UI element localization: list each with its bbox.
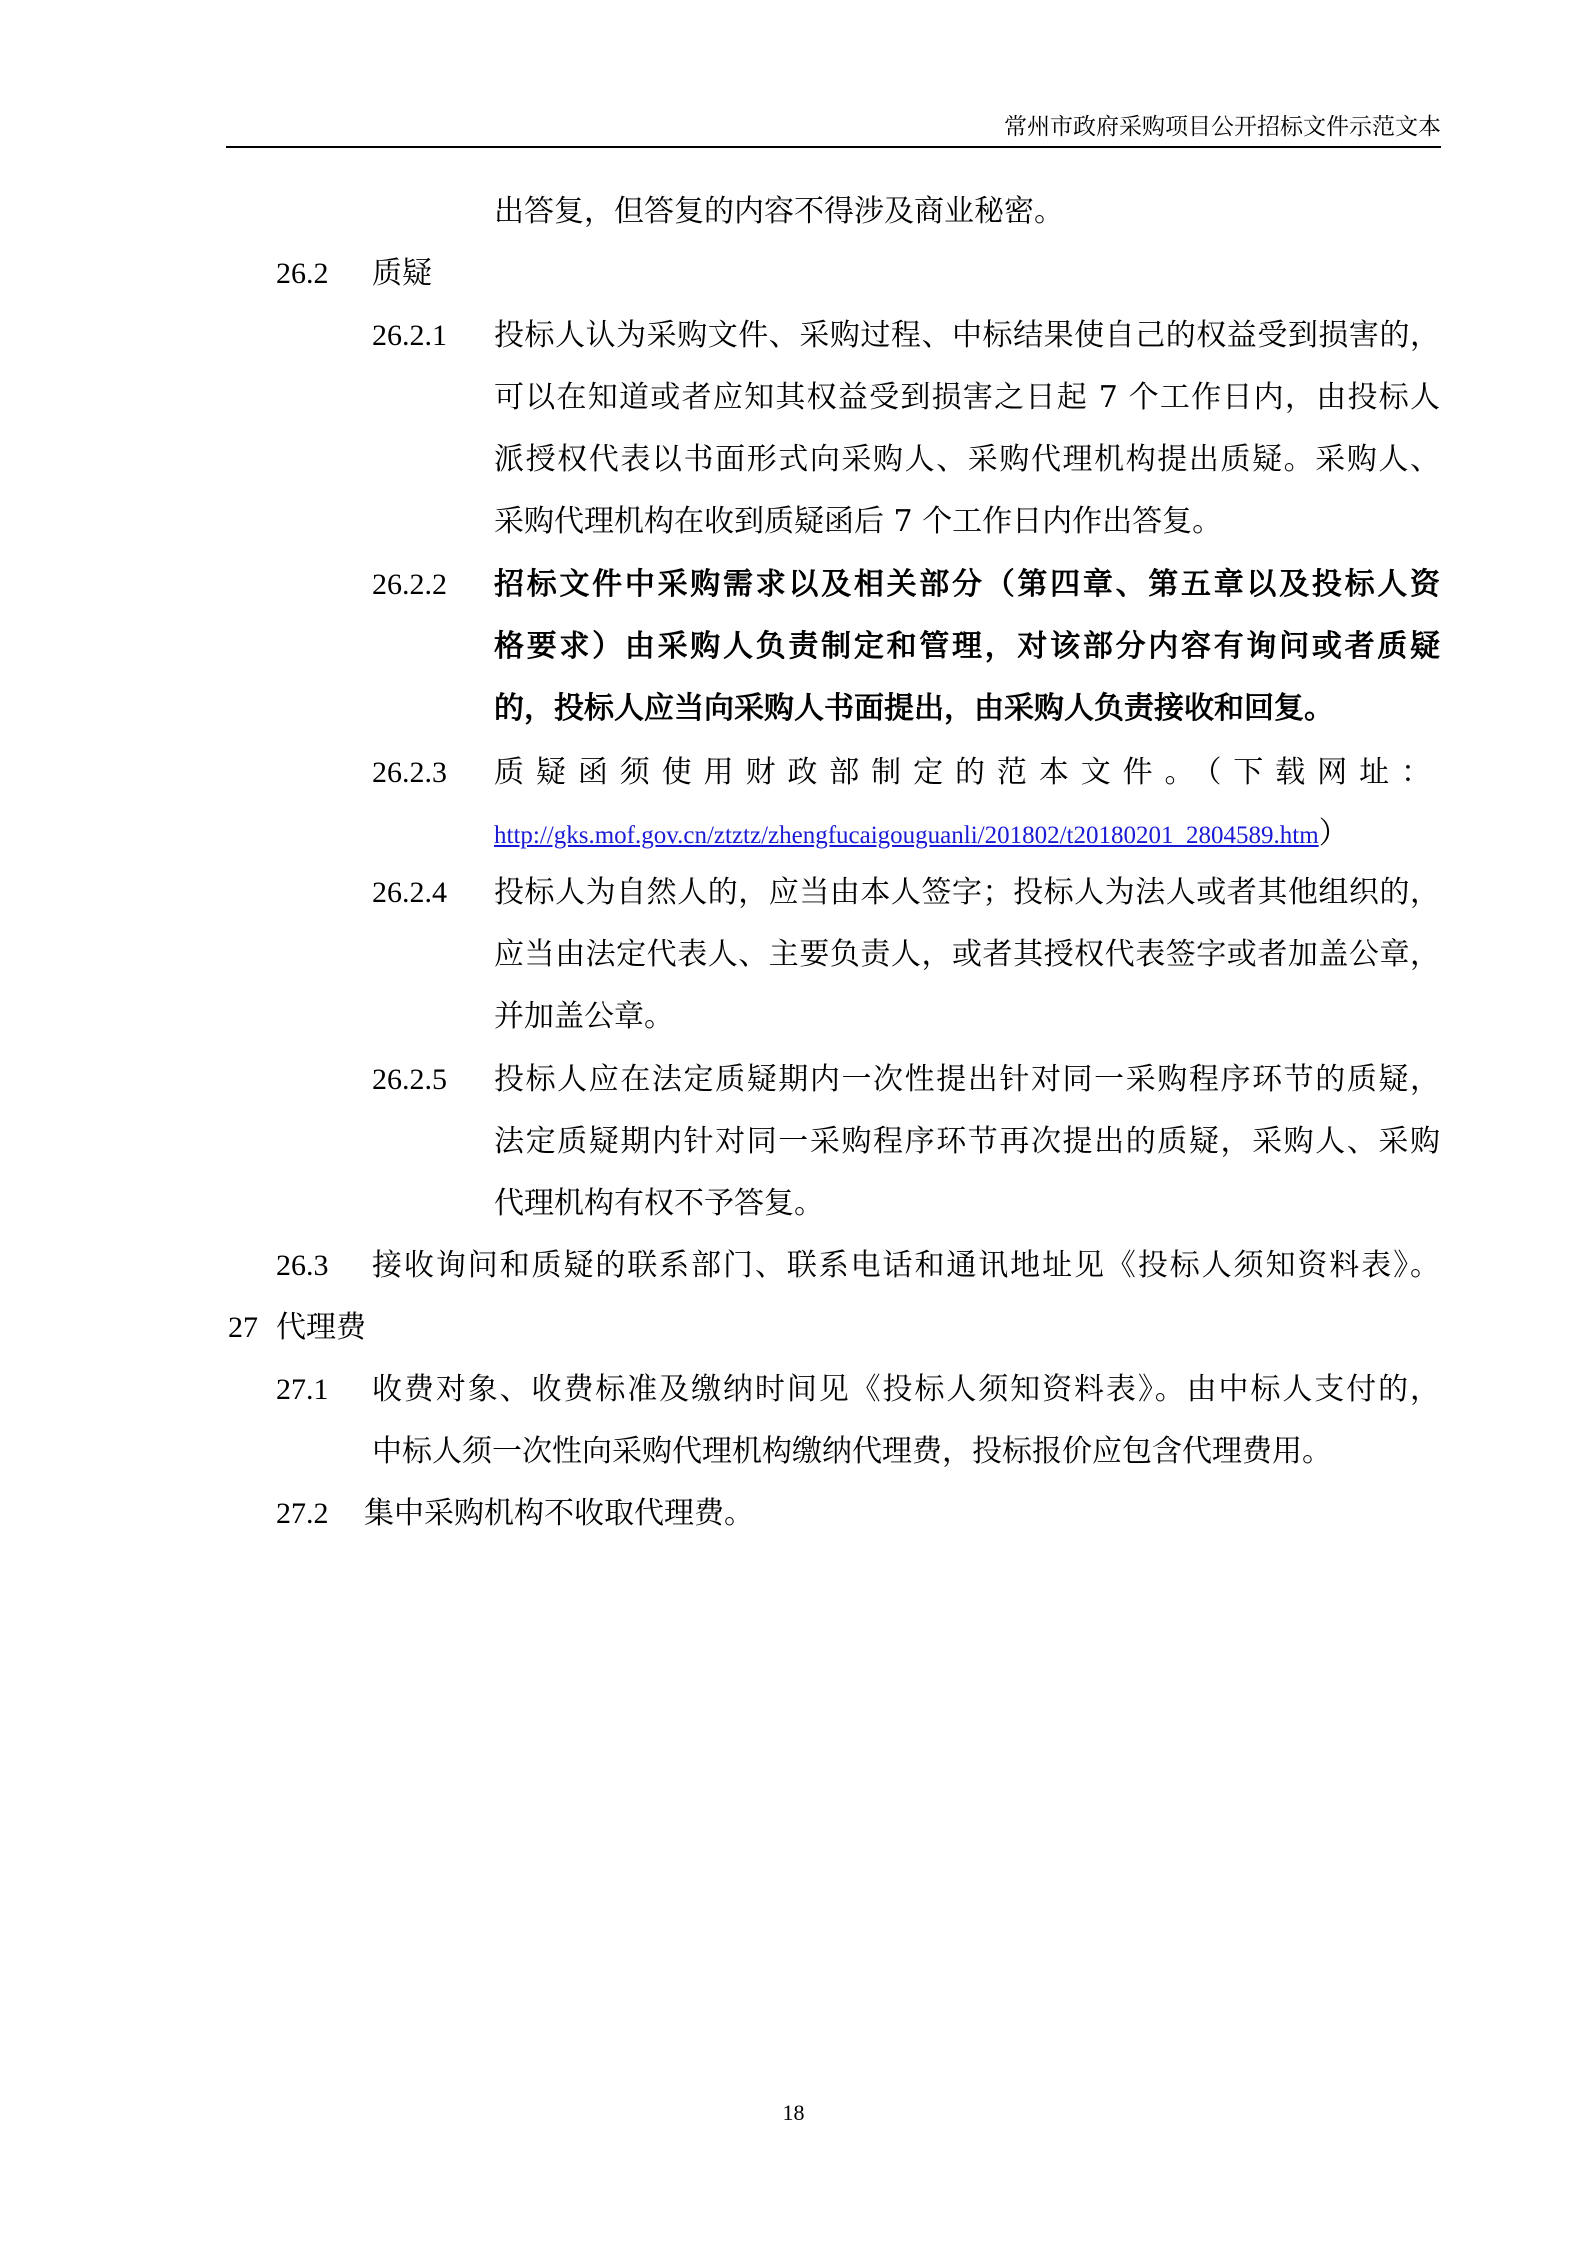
clause-number: 26.2.3 <box>372 756 447 789</box>
text-line: 质疑函须使用财政部制定的范本文件。（下载网址： <box>494 755 1440 790</box>
text-line: 出答复，但答复的内容不得涉及商业秘密。 <box>494 194 1064 229</box>
clause-number: 26.2.2 <box>372 568 447 601</box>
header-title: 常州市政府采购项目公开招标文件示范文本 <box>1004 114 1441 140</box>
header-divider <box>226 146 1441 148</box>
text-line: 应当由法定代表人、主要负责人，或者其授权代表签字或者加盖公章， <box>494 937 1440 972</box>
text-line: 集中采购机构不收取代理费。 <box>364 1496 754 1531</box>
clause-text <box>494 873 1440 1059</box>
text-line: 投标人为自然人的，应当由本人签字；投标人为法人或者其他组织的， <box>494 875 1440 910</box>
closing-paren: ） <box>1318 816 1349 851</box>
clause-number: 26.2.4 <box>372 876 447 909</box>
text-line: 中标人须一次性向采购代理机构缴纳代理费，投标报价应包含代理费用。 <box>372 1434 1332 1469</box>
text-line: 派授权代表以书面形式向采购人、采购代理机构提出质疑。采购人、 <box>494 442 1440 477</box>
clause-text <box>494 565 1440 751</box>
text-line: 代理费 <box>276 1310 366 1345</box>
section-heading <box>372 254 432 316</box>
page-number: 18 <box>782 2100 805 2125</box>
text-line: 接收询问和质疑的联系部门、联系电话和通讯地址见《投标人须知资料表》。 <box>372 1248 1440 1283</box>
section-text <box>372 1370 1440 1494</box>
paragraph-text <box>494 192 1434 254</box>
section-text <box>372 1246 1440 1308</box>
clause-text <box>494 1060 1440 1246</box>
section-heading <box>276 1308 366 1370</box>
text-line: 投标人认为采购文件、采购过程、中标结果使自己的权益受到损害的， <box>494 318 1440 353</box>
text-line: 代理机构有权不予答复。 <box>494 1186 824 1221</box>
text-line: 质疑 <box>372 256 432 291</box>
clause-text <box>494 316 1440 564</box>
section-number: 27.1 <box>276 1373 329 1406</box>
text-line: 可以在知道或者应知其权益受到损害之日起 7 个工作日内，由投标人 <box>494 380 1440 415</box>
clause-number: 26.2.1 <box>372 319 447 352</box>
section-number: 26.3 <box>276 1249 329 1282</box>
text-line: 格要求）由采购人负责制定和管理，对该部分内容有询问或者质疑 <box>494 629 1440 664</box>
text-line: 收费对象、收费标准及缴纳时间见《投标人须知资料表》。由中标人支付的， <box>372 1372 1440 1407</box>
clause-26-2-3-link-line <box>494 814 1349 856</box>
text-line: 并加盖公章。 <box>494 999 674 1034</box>
section-number: 26.2 <box>276 257 329 290</box>
section-number: 27.2 <box>276 1497 329 1530</box>
text-line: 的，投标人应当向采购人书面提出，由采购人负责接收和回复。 <box>494 691 1334 726</box>
clause-text <box>494 753 1440 815</box>
text-line: 采购代理机构在收到质疑函后 7 个工作日内作出答复。 <box>494 504 1223 539</box>
text-line: 招标文件中采购需求以及相关部分（第四章、第五章以及投标人资 <box>494 567 1440 602</box>
clause-number: 26.2.5 <box>372 1063 447 1096</box>
section-number: 27 <box>228 1311 258 1344</box>
section-text <box>364 1494 754 1556</box>
text-line: 法定质疑期内针对同一采购程序环节再次提出的质疑，采购人、采购 <box>494 1124 1440 1159</box>
download-url-link[interactable]: http://gks.mof.gov.cn/ztztz/zhengfucaigouguanli/201802/t20180201_2804589.htm <box>494 822 1319 849</box>
text-line: 投标人应在法定质疑期内一次性提出针对同一采购程序环节的质疑， <box>494 1062 1440 1097</box>
